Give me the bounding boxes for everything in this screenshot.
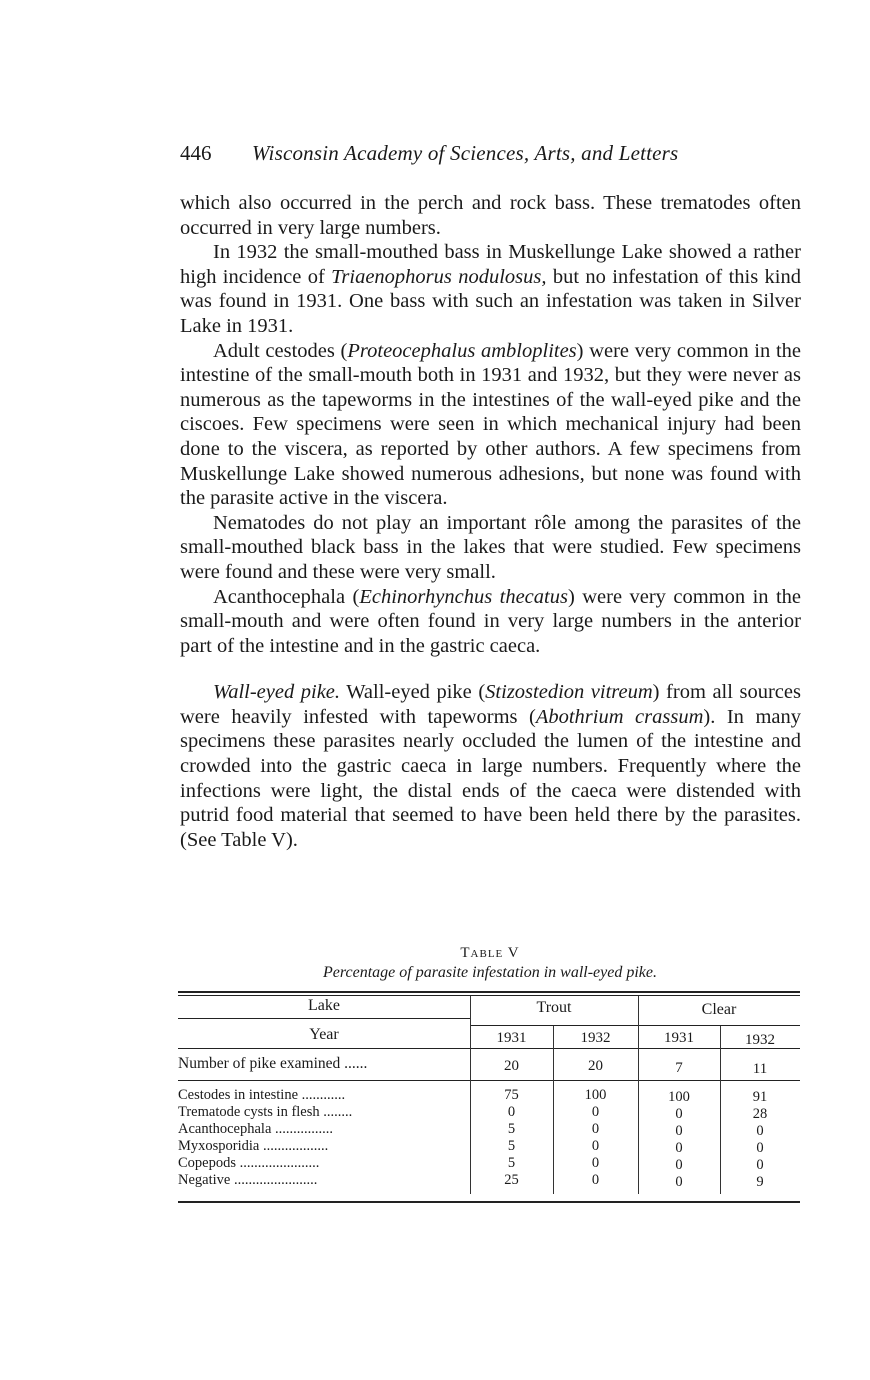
table-cell: 5	[507, 1155, 516, 1171]
paragraph-5-segment: Echinorhynchus thecatus	[359, 585, 568, 608]
examined-trout-1932: 20	[588, 1058, 603, 1074]
table-cell: 0	[675, 1157, 683, 1173]
table-cell: 91	[752, 1089, 768, 1105]
page-header	[180, 141, 800, 166]
paragraph-6-segment: ) from all sources were heavily infested with tapeworms (	[180, 681, 801, 728]
paragraph-3-segment: Proteocephalus ambloplites	[347, 339, 577, 362]
paragraph-5-segment: ) were very common in the small-mouth and were often found in very large numbers in the anterior part of the intestine and in the gastric caeca.	[180, 585, 802, 657]
paragraph-2	[180, 240, 801, 338]
paragraph-3-segment: ) were very common in the intestine of the small-mouth both in 1931 and 1932, but they were never as numerous as the tapeworms in the intestines of the wall-eyed pike and the ciscoes. Few specimens were seen in which mechanical injury had been done to the viscera, as reported by other authors. A few specimens from Muskellunge Lake showed numerous adhesions, but none was found with the parasite active in the viscera.	[180, 339, 801, 510]
examined-trout-1931: 20	[504, 1058, 519, 1074]
paragraph-5-segment: Acanthocephala (	[213, 585, 360, 608]
table-cell: 5	[507, 1138, 516, 1154]
paragraph-3	[180, 339, 801, 511]
table-label: Table V	[460, 945, 520, 961]
year-header: Year	[309, 1026, 339, 1043]
paragraph-4-segment: Nematodes do not play an important rôle among the parasites of the small-mouthed black bass in the lakes that were studied. Few specimens were found and these were very small.	[180, 511, 801, 583]
paragraph-5	[180, 585, 801, 659]
table-row-label: Cestodes in intestine ............	[178, 1087, 346, 1103]
table-cell: 100	[668, 1089, 690, 1105]
paragraph-3-segment: Adult cestodes (	[213, 339, 348, 362]
table-cell: 0	[591, 1172, 600, 1188]
paragraph-2-segment: In 1932 the small-mouthed bass in Muskellunge Lake showed a rather high incidence of	[180, 241, 801, 288]
lake-clear: Clear	[701, 1001, 737, 1018]
table-cell: 9	[756, 1174, 764, 1190]
table-cell: 0	[591, 1138, 600, 1154]
paragraph-6-segment: Abothrium crassum	[535, 705, 704, 728]
lake-columns-rule	[470, 1025, 800, 1026]
table-title: Percentage of parasite infestation in wall-eyed pike.	[323, 964, 657, 981]
table-cell: 0	[591, 1121, 600, 1137]
table-cell: 0	[756, 1123, 764, 1139]
year-trout-1932: 1932	[580, 1030, 611, 1046]
examined-clear-1932: 11	[752, 1061, 768, 1077]
lake-header-rule	[178, 1018, 470, 1019]
table-cell: 100	[584, 1087, 607, 1103]
paragraph-6	[180, 680, 801, 852]
table-bottom-rule	[178, 1201, 800, 1203]
paragraph-2-segment: Triaenophorus nodulosus,	[331, 265, 547, 288]
paragraph-1-segment: which also occurred in the perch and rock bass. These trematodes often occurred in very large numbers.	[180, 192, 801, 239]
table-top-rule-1	[178, 991, 800, 993]
paragraph-4	[180, 511, 801, 585]
table-caption	[180, 945, 800, 982]
table-cell: 0	[675, 1106, 683, 1122]
paragraph-6-segment: Wall-eyed pike.	[213, 681, 341, 704]
table-cell: 0	[756, 1140, 764, 1156]
table-row-label: Trematode cysts in flesh ........	[178, 1104, 353, 1120]
table-row-label: Acanthocephala ................	[178, 1121, 334, 1137]
examined-clear-1931: 7	[675, 1060, 683, 1076]
paragraph-6-segment: Wall-eyed pike (	[340, 681, 486, 704]
table-cell: 0	[507, 1104, 516, 1120]
paragraph-2-segment: but no infestation of this kind was found in 1931. One bass with such an infestation was taken in Silver Lake in 1931.	[180, 265, 802, 337]
year-header-rule	[178, 1048, 800, 1049]
running-title: Wisconsin Academy of Sciences, Arts, and Letters	[252, 141, 679, 165]
examined-rule	[178, 1080, 800, 1081]
table-row-label: Negative .......................	[178, 1172, 318, 1188]
table-row-label: Copepods ......................	[178, 1155, 320, 1171]
table-cell: 75	[504, 1087, 519, 1103]
body-text	[180, 191, 801, 852]
table-top-rule-2	[178, 995, 800, 996]
table-cell: 28	[752, 1106, 768, 1122]
table-cell: 5	[507, 1121, 516, 1137]
table-cell: 25	[504, 1172, 519, 1188]
year-clear-1932: 1932	[745, 1032, 775, 1048]
table-cell: 0	[675, 1174, 683, 1190]
table-cell: 0	[675, 1140, 683, 1156]
table-cell: 0	[591, 1104, 600, 1120]
lake-header: Lake	[308, 997, 340, 1014]
year-clear-1931: 1931	[664, 1030, 694, 1046]
table-cell: 0	[591, 1155, 600, 1171]
year-trout-1931: 1931	[496, 1030, 527, 1046]
paragraph-6-segment: ). In many specimens these parasites nearly occluded the lumen of the intestine and crowded into the gastric caeca in large numbers. Frequently where the infections were light, the distal ends of the caeca were distended with putrid food material that seemed to have been held there by the parasites. (See Table V).	[180, 705, 801, 851]
table-cell: 0	[675, 1123, 683, 1139]
paragraph-6-segment: Stizostedion vitreum	[485, 681, 653, 704]
table-row-label: Myxosporidia ..................	[178, 1138, 329, 1154]
parasite-table	[178, 991, 800, 1203]
examined-label: Number of pike examined ......	[178, 1055, 368, 1072]
paragraph-1	[180, 191, 801, 240]
lake-trout: Trout	[536, 999, 572, 1016]
table-cell: 0	[756, 1157, 764, 1173]
page-number: 446	[180, 141, 212, 165]
